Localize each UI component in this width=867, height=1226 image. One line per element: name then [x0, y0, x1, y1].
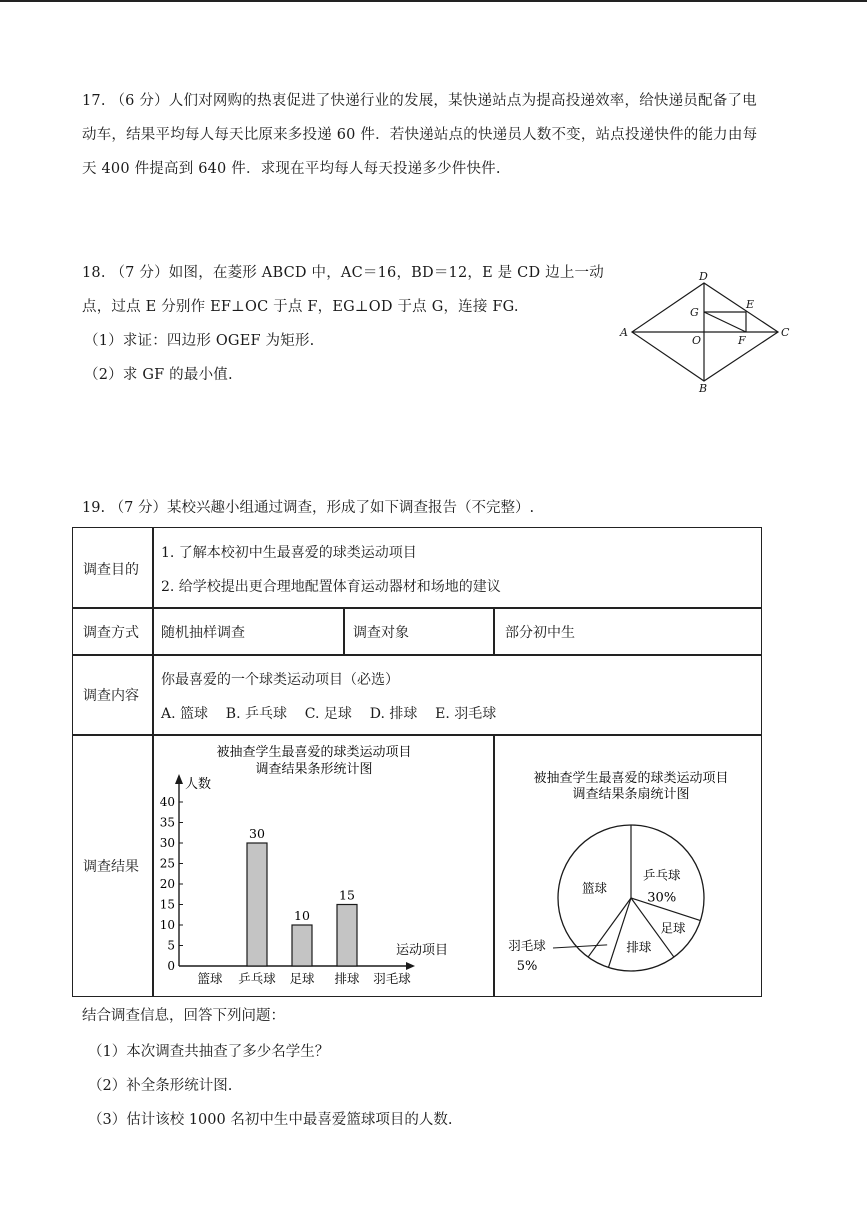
- label-o: O: [692, 334, 702, 347]
- q18-sub-2: （2）求 GF 的最小值.: [84, 367, 233, 383]
- purpose-item-2: 2. 给学校提出更合理地配置体育运动器材和场地的建议: [161, 579, 501, 595]
- pie-leader-line: [553, 945, 607, 948]
- row-divider: [73, 607, 761, 609]
- y-tick-label: 35: [159, 815, 175, 830]
- q19-question-2: （2）补全条形统计图.: [88, 1078, 233, 1094]
- bar-chart-title: 被抽查学生最喜爱的球类运动项目: [216, 745, 412, 760]
- pie-slice-label: 足球: [660, 920, 686, 936]
- rhombus-figure: [612, 268, 792, 394]
- y-tick-label: 40: [159, 795, 175, 809]
- bar-chart: [154, 736, 492, 995]
- x-tick-label: 乒乓球: [238, 971, 276, 986]
- q19-question-1: （1）本次调查共抽查了多少名学生？: [88, 1044, 330, 1060]
- label-b: B: [699, 382, 708, 394]
- question-18: [82, 256, 622, 392]
- x-axis-arrow: [406, 962, 415, 970]
- purpose-label: 调查目的: [83, 562, 139, 578]
- label-a: A: [620, 326, 628, 339]
- label-f: F: [738, 334, 746, 347]
- y-tick-label: 0: [167, 959, 175, 973]
- q17-line-2: 动车，结果平均每人每天比原来多投递 60 件．若快递站点的快递员人数不变，站点投递快件的能力由每: [82, 127, 758, 143]
- q17-line-3: 天 400 件提高到 640 件．求现在平均每人每天投递多少件快件.: [82, 161, 501, 177]
- pie-slice-label: 排球: [626, 939, 652, 955]
- label-d: D: [699, 270, 708, 283]
- q18-sub-1: （1）求证：四边形 OGEF 为矩形.: [84, 333, 315, 349]
- survey-table: [72, 527, 762, 997]
- method-label: 调查方式: [83, 625, 139, 641]
- x-tick-label: 羽毛球: [373, 971, 411, 986]
- pie-slice-label: 篮球: [581, 880, 607, 896]
- y-tick-label: 10: [159, 918, 175, 932]
- pie-slice-boundary: [608, 898, 631, 967]
- pie-slice-label: 羽毛球: [508, 938, 546, 953]
- bar-data-label: 10: [294, 908, 310, 923]
- content-options: A. 篮球 B. 乒乓球 C. 足球 D. 排球 E. 羽毛球: [161, 706, 497, 722]
- pie-chart-subtitle: 调查结果条扇统计图: [572, 787, 690, 802]
- pie-slice-percent: 5%: [516, 959, 538, 974]
- column-divider: [343, 607, 345, 655]
- content-question: 你最喜爱的一个球类运动项目（必选）: [161, 672, 399, 688]
- pie-chart-title: 被抽查学生最喜爱的球类运动项目: [533, 771, 729, 786]
- top-rule: [0, 0, 867, 2]
- purpose-item-1: 1. 了解本校初中生最喜爱的球类运动项目: [161, 545, 417, 561]
- y-tick-label: 5: [167, 938, 175, 953]
- bar-chart-subtitle: 调查结果条形统计图: [255, 762, 373, 777]
- q18-line-2: 点，过点 E 分别作 EF⊥OC 于点 F，EG⊥OD 于点 G，连接 FG.: [82, 299, 519, 315]
- label-c: C: [781, 326, 790, 339]
- segment-gf: [704, 312, 746, 332]
- x-tick-label: 篮球: [197, 971, 223, 986]
- row-divider: [73, 654, 761, 656]
- object-value: 部分初中生: [505, 625, 575, 641]
- content-label: 调查内容: [83, 688, 139, 704]
- y-axis-arrow: [175, 774, 183, 784]
- bar-data-label: 15: [339, 887, 355, 903]
- x-tick-label: 足球: [289, 971, 315, 986]
- x-tick-label: 排球: [334, 971, 360, 986]
- result-label: 调查结果: [83, 859, 139, 875]
- q19-question-3: （3）估计该校 1000 名初中生中最喜爱篮球项目的人数.: [88, 1112, 453, 1128]
- question-19-heading: 19. （7 分）某校兴趣小组通过调查，形成了如下调查报告（不完整）.: [82, 500, 535, 516]
- x-axis-label: 运动项目: [395, 943, 449, 958]
- y-tick-label: 20: [159, 877, 175, 891]
- pie-slice-label: 乒乓球: [642, 867, 681, 883]
- pie-slice-boundary: [588, 898, 631, 957]
- q17-line-1: 17. （6 分）人们对网购的热衷促进了快递行业的发展，某快递站点为提高投递效率，给快递员配备了电: [82, 93, 757, 109]
- q19-intro: 结合调查信息，回答下列问题：: [82, 1008, 285, 1024]
- bar-data-label: 30: [249, 826, 265, 841]
- label-g: G: [690, 306, 699, 319]
- object-label: 调查对象: [353, 625, 409, 641]
- bar: [337, 905, 357, 967]
- label-e: E: [746, 298, 755, 311]
- y-tick-label: 15: [159, 897, 175, 912]
- pie-chart: [495, 736, 760, 995]
- q18-line-1: 18. （7 分）如图，在菱形 ABCD 中，AC＝16，BD＝12，E 是 CD 边上一动: [82, 265, 604, 281]
- y-tick-label: 25: [159, 856, 175, 871]
- bar: [247, 843, 267, 966]
- column-divider: [493, 607, 495, 655]
- y-axis-label: 人数: [185, 777, 212, 792]
- bar: [292, 925, 312, 966]
- question-17: [82, 84, 792, 186]
- pie-slice-percent: 30%: [647, 890, 677, 906]
- y-tick-label: 30: [159, 836, 175, 850]
- method-value: 随机抽样调查: [161, 625, 245, 641]
